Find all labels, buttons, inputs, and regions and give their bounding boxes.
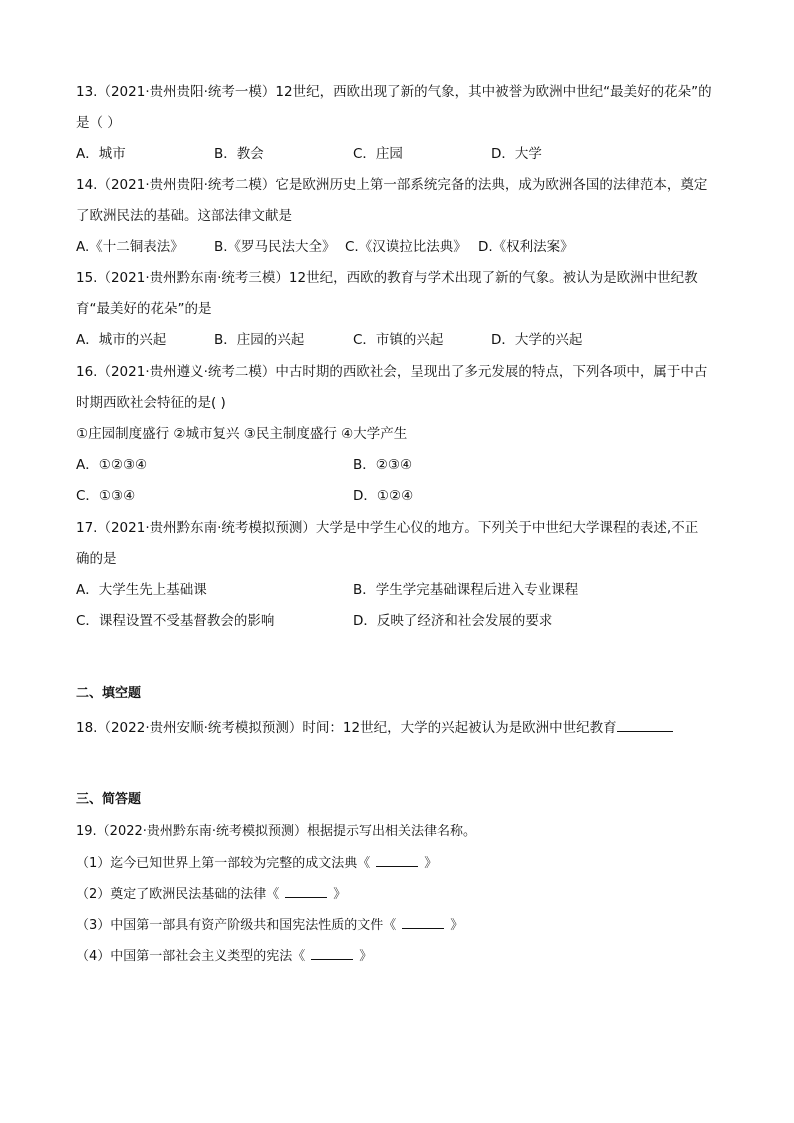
q16-option-b: B．②③④ (353, 457, 413, 473)
q19-sub-4 (76, 945, 372, 967)
q14-option-d: D.《权利法案》 (478, 239, 574, 255)
q19-sub-1-suffix: 》 (424, 856, 438, 871)
q17-option-b: B．学生学完基础课程后进入专业课程 (353, 582, 579, 598)
q19-sub-3 (76, 914, 463, 936)
q19-sub-2-prefix: （2）奠定了欧洲民法基础的法律《 (76, 887, 280, 902)
q13-stem-line1: 13.（2021·贵州贵阳·统考一模）12世纪，西欧出现了新的气象，其中被誉为欧洲中世纪“最美好的花朵”的 (76, 84, 712, 100)
q15-stem-line2: 育“最美好的花朵”的是 (76, 301, 212, 317)
q16-option-c: C．①③④ (76, 488, 136, 504)
q15-option-c: C．市镇的兴起 (353, 332, 444, 348)
q19-sub-1-blank[interactable] (376, 852, 418, 867)
q14-stem-line2: 了欧洲民法的基础。这部法律文献是 (76, 208, 292, 224)
q14-option-b: B.《罗马民法大全》 (214, 239, 336, 255)
q15-option-a: A．城市的兴起 (76, 332, 167, 348)
q14-stem-line1: 14.（2021·贵州贵阳·统考二模）它是欧洲历史上第一部系统完备的法典，成为欧洲各国的法律范本，奠定 (76, 177, 708, 193)
q17-stem-line1: 17.（2021·贵州黔东南·统考模拟预测）大学是中学生心仪的地方。下列关于中世纪大学课程的表述,不正 (76, 520, 699, 536)
q13-option-a: A．城市 (76, 146, 126, 162)
q19-sub-2-suffix: 》 (333, 887, 347, 902)
q13-option-b: B．教会 (214, 146, 264, 162)
q13-stem-line2: 是（ ） (76, 115, 121, 131)
q19-stem: 19.（2022·贵州黔东南·统考模拟预测）根据提示写出相关法律名称。 (76, 824, 477, 839)
q16-items: ①庄园制度盛行 ②城市复兴 ③民主制度盛行 ④大学产生 (76, 426, 408, 442)
q17-option-d: D．反映了经济和社会发展的要求 (353, 613, 553, 629)
section-fill-blank-title: 二、填空题 (76, 686, 142, 701)
q13-option-d: D．大学 (491, 146, 542, 162)
q19-sub-3-prefix: （3）中国第一部具有资产阶级共和国宪法性质的文件《 (76, 918, 397, 933)
q19-sub-2-blank[interactable] (285, 883, 327, 898)
q15-option-b: B．庄园的兴起 (214, 332, 305, 348)
q15-stem-line1: 15.（2021·贵州黔东南·统考三模）12世纪，西欧的教育与学术出现了新的气象。被认为是欧洲中世纪教 (76, 270, 698, 286)
q19-sub-4-blank[interactable] (311, 945, 353, 960)
q16-option-d: D．①②④ (353, 488, 414, 504)
q18-text: 18.（2022·贵州安顺·统考模拟预测）时间：12世纪，大学的兴起被认为是欧洲中世纪教育 (76, 720, 617, 736)
q17-stem-line2: 确的是 (76, 551, 117, 567)
q16-stem-line2: 时期西欧社会特征的是( ) (76, 395, 226, 411)
q19-sub-1-prefix: （1）迄今已知世界上第一部较为完整的成文法典《 (76, 856, 371, 871)
q15-option-d: D．大学的兴起 (491, 332, 583, 348)
q19-sub-4-suffix: 》 (359, 949, 373, 964)
section-short-answer-title: 三、简答题 (76, 792, 142, 807)
q16-stem-line1: 16.（2021·贵州遵义·统考二模）中古时期的西欧社会，呈现出了多元发展的特点，下列各项中，属于中古 (76, 364, 708, 380)
q18-stem (76, 717, 673, 738)
q16-option-a: A．①②③④ (76, 457, 148, 473)
q17-option-c: C．课程设置不受基督教会的影响 (76, 613, 275, 629)
q19-sub-1 (76, 852, 437, 874)
q19-sub-2 (76, 883, 346, 905)
q19-sub-3-suffix: 》 (450, 918, 464, 933)
q19-sub-4-prefix: （4）中国第一部社会主义类型的宪法《 (76, 949, 306, 964)
q17-option-a: A．大学生先上基础课 (76, 582, 207, 598)
q14-option-c: C.《汉谟拉比法典》 (345, 239, 467, 255)
q13-option-c: C．庄园 (353, 146, 403, 162)
q19-sub-3-blank[interactable] (402, 914, 444, 929)
q18-blank[interactable] (617, 717, 673, 732)
q14-option-a: A.《十二铜表法》 (76, 239, 184, 255)
